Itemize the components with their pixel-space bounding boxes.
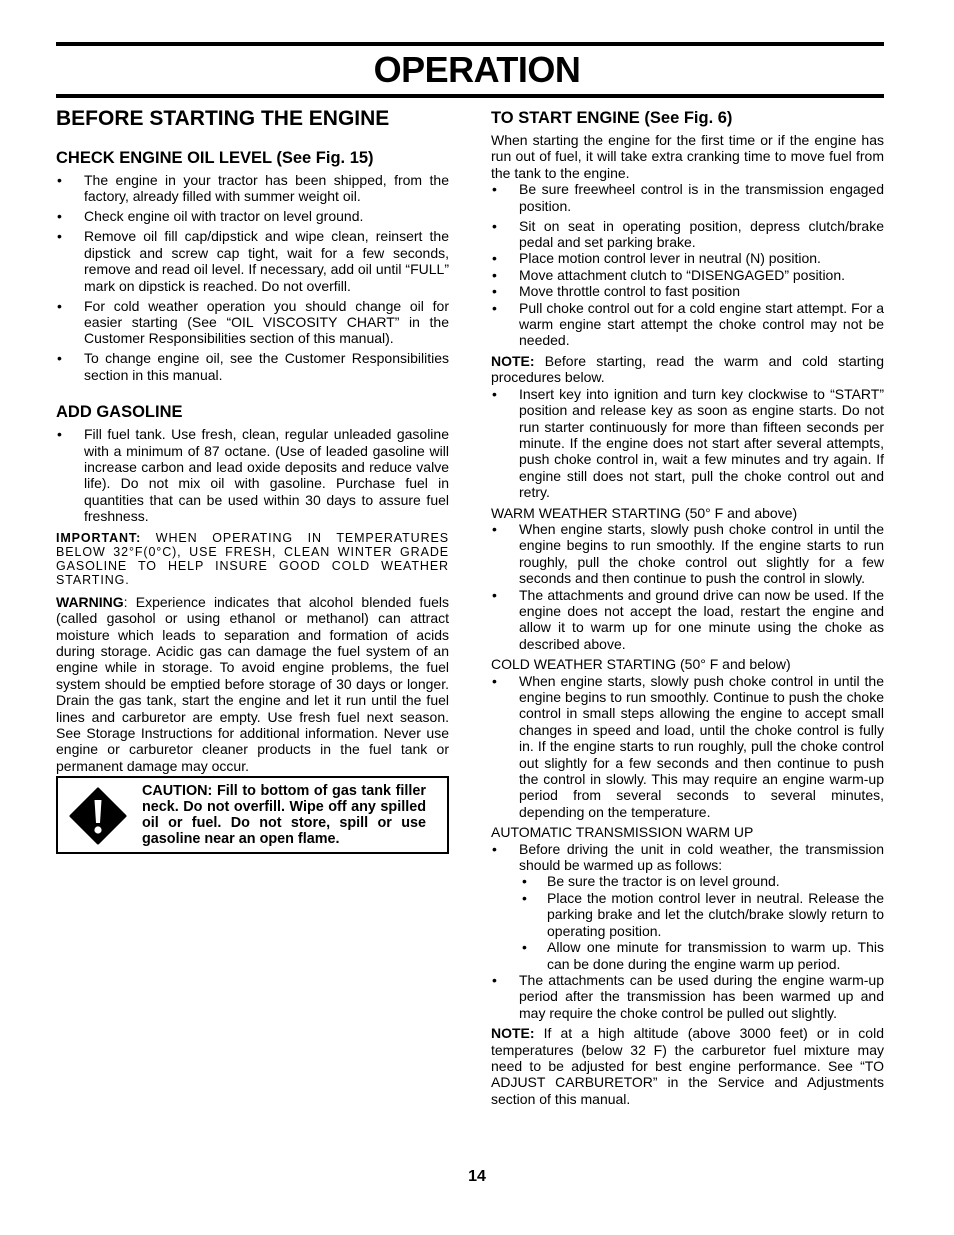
section-heading: BEFORE STARTING THE ENGINE: [56, 107, 390, 130]
cold-weather-list: [491, 673, 884, 821]
start-engine-heading: TO START ENGINE (See Fig. 6): [491, 109, 733, 127]
list-item: • For cold weather operation you should change oil for easier starting (See “OIL VISCOSITY CHART” in the Customer Responsibilities section of this manual).: [56, 298, 449, 347]
page-title: OPERATION: [373, 49, 581, 90]
list-item: • Be sure freewheel control is in the transmission engaged position.: [491, 181, 884, 214]
list-item: • When engine starts, slowly push choke control in until the engine begins to run smoothly. If the engine starts to run roughly, pull the choke control out slightly for a few seconds and then continue to push the control in slowly.: [491, 521, 884, 587]
warning-paragraph: [56, 594, 449, 774]
transmission-warmup-heading: AUTOMATIC TRANSMISSION WARM UP: [491, 824, 754, 841]
list-item: • The attachments and ground drive can now be used. If the engine does not accept the load, restart the engine and allow it to warm up for one minute using the choke as described above.: [491, 587, 884, 653]
ignition-list: [491, 386, 884, 501]
list-item: • When engine starts, slowly push choke control in until the engine begins to run smoothly. Continue to push the choke control in small steps allowing the engine to accept small changes in speed and load, until the choke control is fully in. If the engine starts to run roughly, pull the choke control out slightly for a few seconds and then continue to push the control in slowly. This may require an engine warm-up period from several seconds to several minutes, depending on the temperature.: [491, 673, 884, 821]
gasoline-heading: ADD GASOLINE: [56, 403, 183, 422]
start-intro: When starting the engine for the first time or if the engine has run out of fuel, it will take extra cranking time to move fuel from the tank to the engine.: [491, 132, 884, 181]
important-text: WHEN OPERATING IN TEMPERATURES BELOW 32°F(0°C), USE FRESH, CLEAN WINTER GRADE GASOLINE TO HELP INSURE GOOD COLD WEATHER STARTING.: [56, 530, 449, 587]
list-item: • Move attachment clutch to “DISENGAGED” position.: [491, 267, 884, 283]
list-item: • Pull choke control out for a cold engine start attempt. For a warm engine start attempt the choke control may not be needed.: [491, 300, 884, 349]
right-column: [491, 108, 884, 1107]
list-item: [491, 841, 884, 972]
transmission-sublist: [519, 873, 884, 971]
gasoline-list: [56, 426, 449, 524]
note-text: Before starting, read the warm and cold starting procedures below.: [491, 352, 884, 386]
top-rule: [56, 42, 884, 46]
title-rule: [56, 94, 884, 98]
list-item: • Insert key into ignition and turn key clockwise to “START” position and release key as soon as engine starts. Do not run starter continuously for more than fifteen seconds per minute. If the engine does not start after several attempts, push choke control in, wait a few minutes and try again. If engine still does not start, pull the choke control out and retry.: [491, 386, 884, 501]
oil-list: [56, 172, 449, 383]
note-altitude: [491, 1025, 884, 1107]
warning-exclamation-icon: [68, 786, 128, 846]
list-item: • Remove oil fill cap/dipstick and wipe clean, reinsert the dipstick and screw cap tight, wait for a few seconds, remove and read oil level. If necessary, add oil until “FULL” mark on dipstick is reached. Do not overfill.: [56, 228, 449, 294]
list-item: • Check engine oil with tractor on level ground.: [56, 208, 449, 224]
list-item: • Sit on seat in operating position, depress clutch/brake pedal and set parking brake.: [491, 218, 884, 251]
note-label: NOTE:: [491, 1025, 535, 1042]
note-text: If at a high altitude (above 3000 feet) or in cold temperatures (below 32 F) the carburetor fuel mixture may need to be adjusted for best engine performance. See “TO ADJUST CARBURETOR” in the Service and Adjustments section of this manual.: [491, 1025, 884, 1107]
left-column: [56, 106, 449, 774]
important-label: IMPORTANT:: [56, 530, 142, 545]
cold-weather-heading: COLD WEATHER STARTING (50° F and below): [491, 656, 791, 673]
list-item: • Place motion control lever in neutral (N) position.: [491, 250, 884, 266]
warm-weather-list: [491, 521, 884, 652]
caution-text: CAUTION: Fill to bottom of gas tank filler neck. Do not overfill. Wipe off any spilled oil or fuel. Do not store, spill or use gasoline near an open flame.: [142, 783, 426, 847]
sub-list-item: • Allow one minute for transmission to warm up. This can be done during the engine warm up period.: [519, 939, 884, 972]
sub-list-item: • Place the motion control lever in neutral. Release the parking brake and let the clutch/brake slowly return to operating position.: [519, 890, 884, 939]
warm-weather-heading: WARM WEATHER STARTING (50° F and above): [491, 504, 798, 521]
oil-heading: CHECK ENGINE OIL LEVEL (See Fig. 15): [56, 149, 374, 167]
warning-text: : Experience indicates that alcohol blended fuels (called gasohol or using ethanol or methanol) can attract moisture which leads to separation and formation of acids during storage. Acidic gas can damage the fuel system of an engine while in storage. To avoid engine problems, the fuel system should be emptied before storage of 30 days or longer. Drain the gas tank, start the engine and let it run until the fuel lines and carburetor are empty. Use fresh fuel next season. See Storage Instructions for additional information. Never use engine or carburetor cleaner products in the fuel tank or permanent damage may occur.: [56, 593, 449, 774]
warning-label: WARNING: [56, 593, 124, 610]
start-list: [491, 181, 884, 349]
list-item: • The attachments can be used during the engine warm-up period after the transmission has been warmed up and may require the choke control be pulled out slightly.: [491, 972, 884, 1021]
note-before-starting: [491, 353, 884, 386]
list-item: • Fill fuel tank. Use fresh, clean, regular unleaded gasoline with a minimum of 87 octane. (Use of leaded gasoline will increase carbon and lead oxide deposits and reduce valve life). Do not mix oil with gasoline. Purchase fuel in quantities that can be used within 30 days to assure fuel freshness.: [56, 426, 449, 524]
list-item: • The engine in your tractor has been shipped, from the factory, already filled with summer weight oil.: [56, 172, 449, 205]
page-number: 14: [468, 1168, 486, 1185]
important-notice: [56, 531, 449, 587]
list-item: • To change engine oil, see the Customer Responsibilities section in this manual.: [56, 350, 449, 383]
caution-box: [56, 776, 449, 854]
list-item: • Move throttle control to fast position: [491, 283, 884, 299]
list-item-text: Before driving the unit in cold weather, the transmission should be warmed up as follows:: [519, 840, 884, 874]
transmission-list: [491, 841, 884, 1021]
sub-list-item: • Be sure the tractor is on level ground.: [519, 873, 884, 889]
note-label: NOTE:: [491, 352, 535, 369]
